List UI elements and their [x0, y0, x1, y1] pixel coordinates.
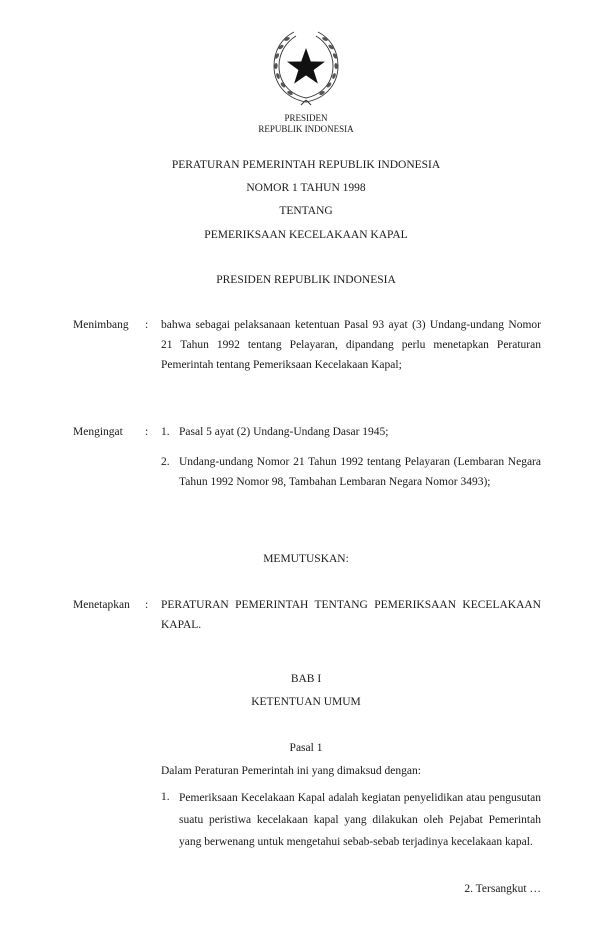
continuation-marker: 2. Tersangkut …: [464, 883, 541, 895]
title-line-4: PEMERIKSAAN KECELAKAAN KAPAL: [204, 229, 408, 241]
menimbang-colon: :: [145, 319, 149, 331]
menetapkan-colon: :: [145, 599, 149, 611]
title-line-2: NOMOR 1 TAHUN 1998: [246, 182, 366, 194]
pasal-intro: Dalam Peraturan Pemerintah ini yang dimaksud dengan:: [161, 765, 421, 777]
bab-title: KETENTUAN UMUM: [251, 696, 361, 708]
institution-line-2: REPUBLIK INDONESIA: [258, 124, 354, 134]
mengingat-colon: :: [145, 426, 149, 438]
mengingat-item-1-number: 1.: [161, 426, 170, 438]
bab-number: BAB I: [290, 673, 322, 685]
mengingat-item-2-text: Undang-undang Nomor 21 Tahun 1992 tentang Pelayaran (Lembaran Negara Tahun 1992 Nomor 98, Tambahan Lembaran Negara Nomor 3493);: [179, 456, 541, 488]
mengingat-item-2-number: 2.: [161, 456, 170, 468]
menimbang-label: Menimbang: [73, 319, 129, 331]
memutuskan-heading: MEMUTUSKAN:: [263, 553, 349, 565]
pasal-item-1-number: 1.: [161, 791, 170, 803]
pasal-title: Pasal 1: [289, 742, 323, 754]
menetapkan-text: PERATURAN PEMERINTAH TENTANG PEMERIKSAAN KECELAKAAN KAPAL.: [161, 599, 541, 631]
title-line-1: PERATURAN PEMERINTAH REPUBLIK INDONESIA: [171, 159, 441, 171]
mengingat-item-1-text: Pasal 5 ayat (2) Undang-Undang Dasar 1945;: [179, 426, 389, 438]
garuda-star-emblem-icon: [268, 26, 344, 108]
title-line-3: TENTANG: [279, 205, 333, 217]
institution-line-1: PRESIDEN: [284, 113, 328, 123]
pasal-item-1-text: Pemeriksaan Kecelakaan Kapal adalah kegiatan penyelidikan atau pengusutan suatu peristiwa kecelakaan kapal yang dilakukan oleh Pejabat Pemerintah yang berwenang untuk mengetahui sebab-sebab terjadinya kecelakaan kapal.: [179, 792, 541, 848]
menimbang-text: bahwa sebagai pelaksanaan ketentuan Pasal 93 ayat (3) Undang-undang Nomor 21 Tahun 1992 tentang Pelayaran, dipandang perlu menetapkan Peraturan Pemerintah tentang Pemeriksaan Kecelakaan Kapal;: [161, 319, 541, 371]
issuer-heading: PRESIDEN REPUBLIK INDONESIA: [216, 274, 396, 286]
mengingat-label: Mengingat: [73, 426, 123, 438]
menetapkan-label: Menetapkan: [73, 599, 130, 611]
